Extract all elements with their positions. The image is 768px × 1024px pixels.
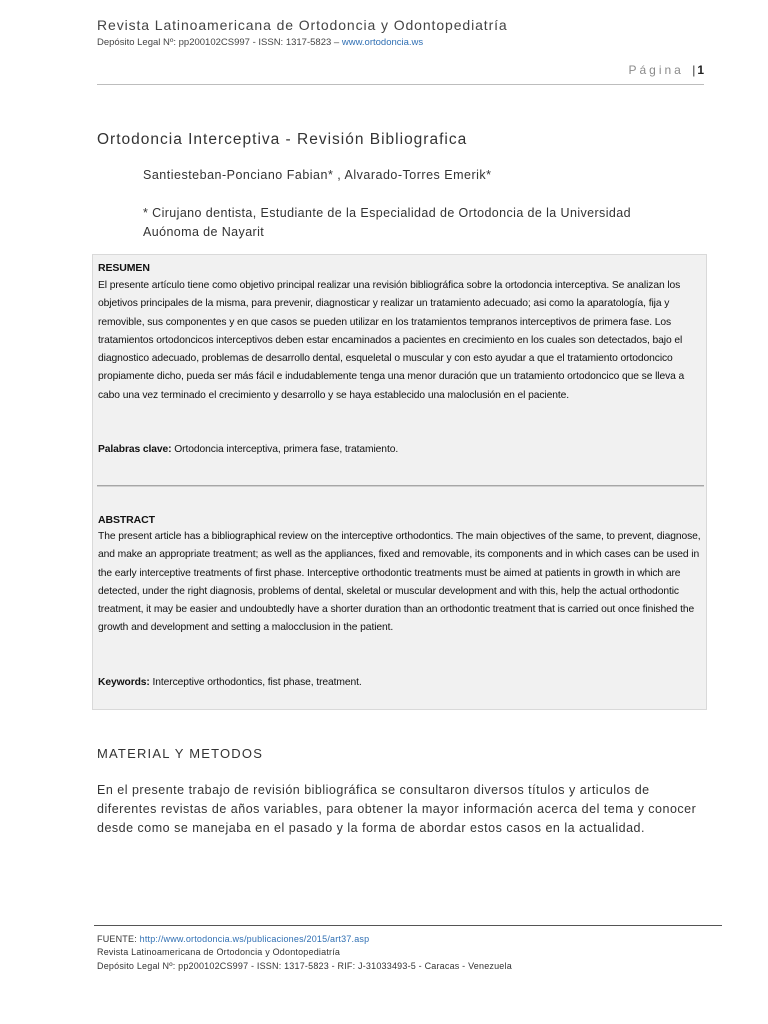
keywords <box>98 674 704 692</box>
article-title: Ortodoncia Interceptiva - Revisión Bibliografica <box>97 131 468 148</box>
legal-deposit-line <box>97 37 423 48</box>
header-divider <box>97 84 704 85</box>
abstract-box <box>92 254 707 710</box>
palabras-clave <box>98 441 704 459</box>
abstract-divider <box>97 485 704 487</box>
footer-source-link[interactable]: http://www.ortodoncia.ws/publicaciones/2015/art37.asp <box>139 934 370 944</box>
footer-source-label: FUENTE: <box>97 934 140 944</box>
footer-legal: Depósito Legal Nº: pp200102CS997 - ISSN: 1317-5823 - RIF: J-31033493-5 - Caracas - Venezuela <box>97 961 512 971</box>
author-affiliation: * Cirujano dentista, Estudiante de la Especialidad de Ortodoncia de la Universidad Auónoma de Nayarit <box>143 206 631 239</box>
resumen-heading: RESUMEN <box>98 262 150 274</box>
page-word: Página <box>628 63 684 77</box>
section-heading: MATERIAL Y METODOS <box>97 746 264 761</box>
resumen-text: El presente artículo tiene como objetivo principal realizar una revisión bibliográfica sobre la ortodoncia interceptiva. Se analizan los objetivos principales de la misma, para prevenir, diagnosticar y realizar un tratamiento adecuado; asi como la aparatología, fija y removible, sus componentes y en que casos se pueden utilizar en los tratamientos tempranos interceptivos de primera fase. Los tratamientos ortodoncicos interceptivos deben estar encaminados a pacientes en crecimiento en los cuales son detectados, bajo el diagnostico adecuado, problemas de desarrollo dental, esqueletal o muscular y con esto ayudar a que el tratamiento ortodoncico propiamente dicho, pueda ser más fácil e indudablemente tenga una menor duración que un tratamiento ortodoncico que se lleva a cabo una vez terminado el crecimiento y desarrollo y se haya establecido una maloclusión en el paciente. <box>98 280 685 401</box>
keywords-value: Interceptive orthodontics, fist phase, treatment. <box>149 677 362 688</box>
legal-deposit-text: Depósito Legal Nº: pp200102CS997 - ISSN: 1317-5823 – <box>97 37 342 48</box>
article-authors: Santiesteban-Ponciano Fabian* , Alvarado-Torres Emerik* <box>143 168 492 182</box>
footer-divider <box>94 925 722 926</box>
abstract-text: The present article has a bibliographical review on the interceptive orthodontics. The main objectives of the same, to prevent, diagnose, and make an appropriate treatment; as well as the appliances, fixed and removable, its components and in which cases can be used in the early interceptive treatments of first phase. Interceptive orthodontic treatments must be aimed at patients in growth in which are detected, under the right diagnosis, problems of dental, skeletal or muscular development and with this, help the actual orthodontic treatment, it may be easier and undoubtedly have a shorter duration than an orthodontic treatment that is carried out once finished the growth and development and setting a malocclusion in the patient. <box>98 531 701 634</box>
keywords-label: Keywords: <box>98 677 150 688</box>
journal-website-link[interactable]: www.ortodoncia.ws <box>341 37 424 48</box>
footer-source <box>97 934 369 944</box>
palabras-clave-value: Ortodoncia interceptiva, primera fase, tratamiento. <box>171 444 399 455</box>
page-number: 1 <box>697 63 704 77</box>
page-separator: | <box>692 63 696 77</box>
journal-title: Revista Latinoamericana de Ortodoncia y Odontopediatría <box>97 17 508 33</box>
palabras-clave-label: Palabras clave: <box>98 444 172 455</box>
section-paragraph: En el presente trabajo de revisión bibliográfica se consultaron diversos títulos y articulos de diferentes revistas de años variables, para obtener la mayor información acerca del tema y conocer desde como se manejaba en el pasado y la forma de abordar estos casos en la actualidad. <box>97 783 697 835</box>
abstract-heading: ABSTRACT <box>98 514 155 526</box>
footer-journal: Revista Latinoamericana de Ortodoncia y Odontopediatría <box>97 947 341 957</box>
page-indicator <box>628 63 704 77</box>
